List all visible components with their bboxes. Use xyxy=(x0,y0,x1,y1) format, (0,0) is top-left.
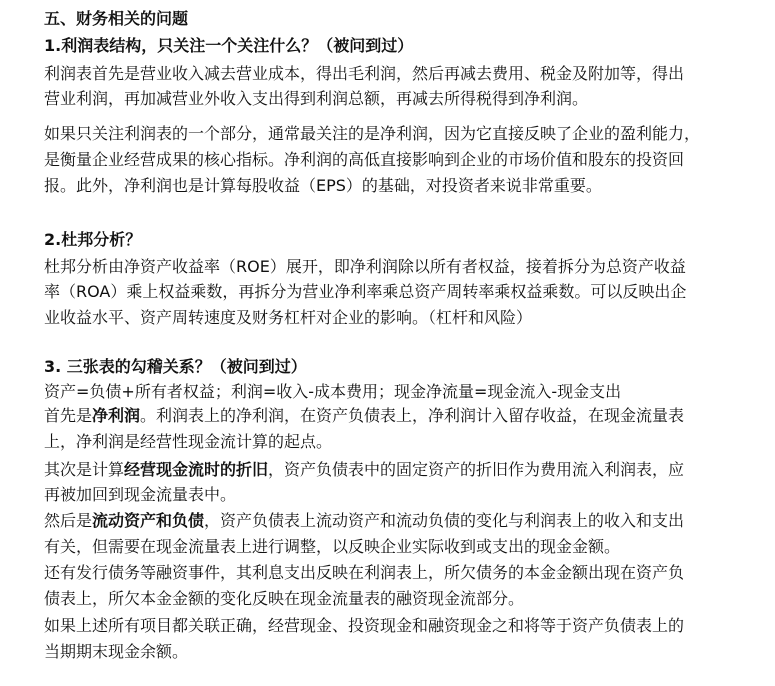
question-3-paragraph-5: 如果上述所有项目都关联正确，经营现金、投资现金和融资现金之和将等于资产负债表上的 xyxy=(44,616,685,635)
question-3-paragraph-2 xyxy=(44,458,684,482)
question-2-line: 率（ROA）乘上权益乘数，再拆分为营业净利率乘总资产周转率乘权益乘数。可以反映出企 xyxy=(44,282,687,301)
question-1-line: 利润表首先是营业收入减去营业成本，得出毛利润，然后再减去费用、税金及附加等，得出 xyxy=(44,64,685,83)
p2-bold-term: 经营现金流时的折旧 xyxy=(124,460,269,479)
question-3-formula: 资产=负债+所有者权益；利润=收入-成本费用；现金净流量=现金流入-现金支出 xyxy=(44,382,622,401)
question-3-paragraph-1-line2: 上，净利润是经营性现金流计算的起点。 xyxy=(44,432,333,451)
p2-rest: ，资产负债表中的固定资产的折旧作为费用流入利润表，应 xyxy=(268,460,685,479)
question-1-title: 1.利润表结构，只关注一个关注什么？（被问到过） xyxy=(44,36,414,55)
p1-rest: 。利润表上的净利润，在资产负债表上，净利润计入留存收益，在现金流量表 xyxy=(140,406,685,425)
question-3-paragraph-3-line2: 有关，但需要在现金流量表上进行调整，以反映企业实际收到或支出的现金金额。 xyxy=(44,537,621,556)
p2-prefix: 其次是计算 xyxy=(44,460,125,479)
p3-prefix: 然后是 xyxy=(44,511,93,530)
question-2-line: 杜邦分析由净资产收益率（ROE）展开，即净利润除以所有者权益，接着拆分为总资产收益 xyxy=(44,257,686,276)
question-3-paragraph-4-line2: 债表上，所欠本金金额的变化反映在现金流量表的融资现金流部分。 xyxy=(44,589,525,608)
question-3-paragraph-3 xyxy=(44,509,684,533)
p3-bold-term: 流动资产和负债 xyxy=(92,511,205,530)
question-1-line: 营业利润，再加减营业外收入支出得到利润总额，再减去所得税得到净利润。 xyxy=(44,89,589,108)
question-2-line: 业收益水平、资产周转速度及财务杠杆对企业的影响。（杠杆和风险） xyxy=(44,308,533,327)
question-3-paragraph-1 xyxy=(44,404,684,428)
question-3-title: 3. 三张表的勾稽关系？（被问到过） xyxy=(44,357,307,376)
question-3-paragraph-2-line2: 再被加回到现金流量表中。 xyxy=(44,485,237,504)
section-title: 五、财务相关的问题 xyxy=(44,9,189,28)
question-1-line: 如果只关注利润表的一个部分，通常最关注的是净利润，因为它直接反映了企业的盈利能力， xyxy=(44,124,701,143)
question-3-paragraph-5-line2: 当期期末现金余额。 xyxy=(44,642,189,661)
p1-bold-term: 净利润 xyxy=(92,406,141,425)
question-3-paragraph-4: 还有发行债务等融资事件，其利息支出反映在利润表上，所欠债务的本金金额出现在资产负 xyxy=(44,563,685,582)
question-1-line: 是衡量企业经营成果的核心指标。净利润的高低直接影响到企业的市场价值和股东的投资回 xyxy=(44,150,685,169)
question-2-title: 2.杜邦分析？ xyxy=(44,230,142,249)
question-1-line: 报。此外，净利润也是计算每股收益（EPS）的基础，对投资者来说非常重要。 xyxy=(44,176,602,195)
p1-prefix: 首先是 xyxy=(44,406,93,425)
p3-rest: ，资产负债表上流动资产和流动负债的变化与利润表上的收入和支出 xyxy=(204,511,685,530)
